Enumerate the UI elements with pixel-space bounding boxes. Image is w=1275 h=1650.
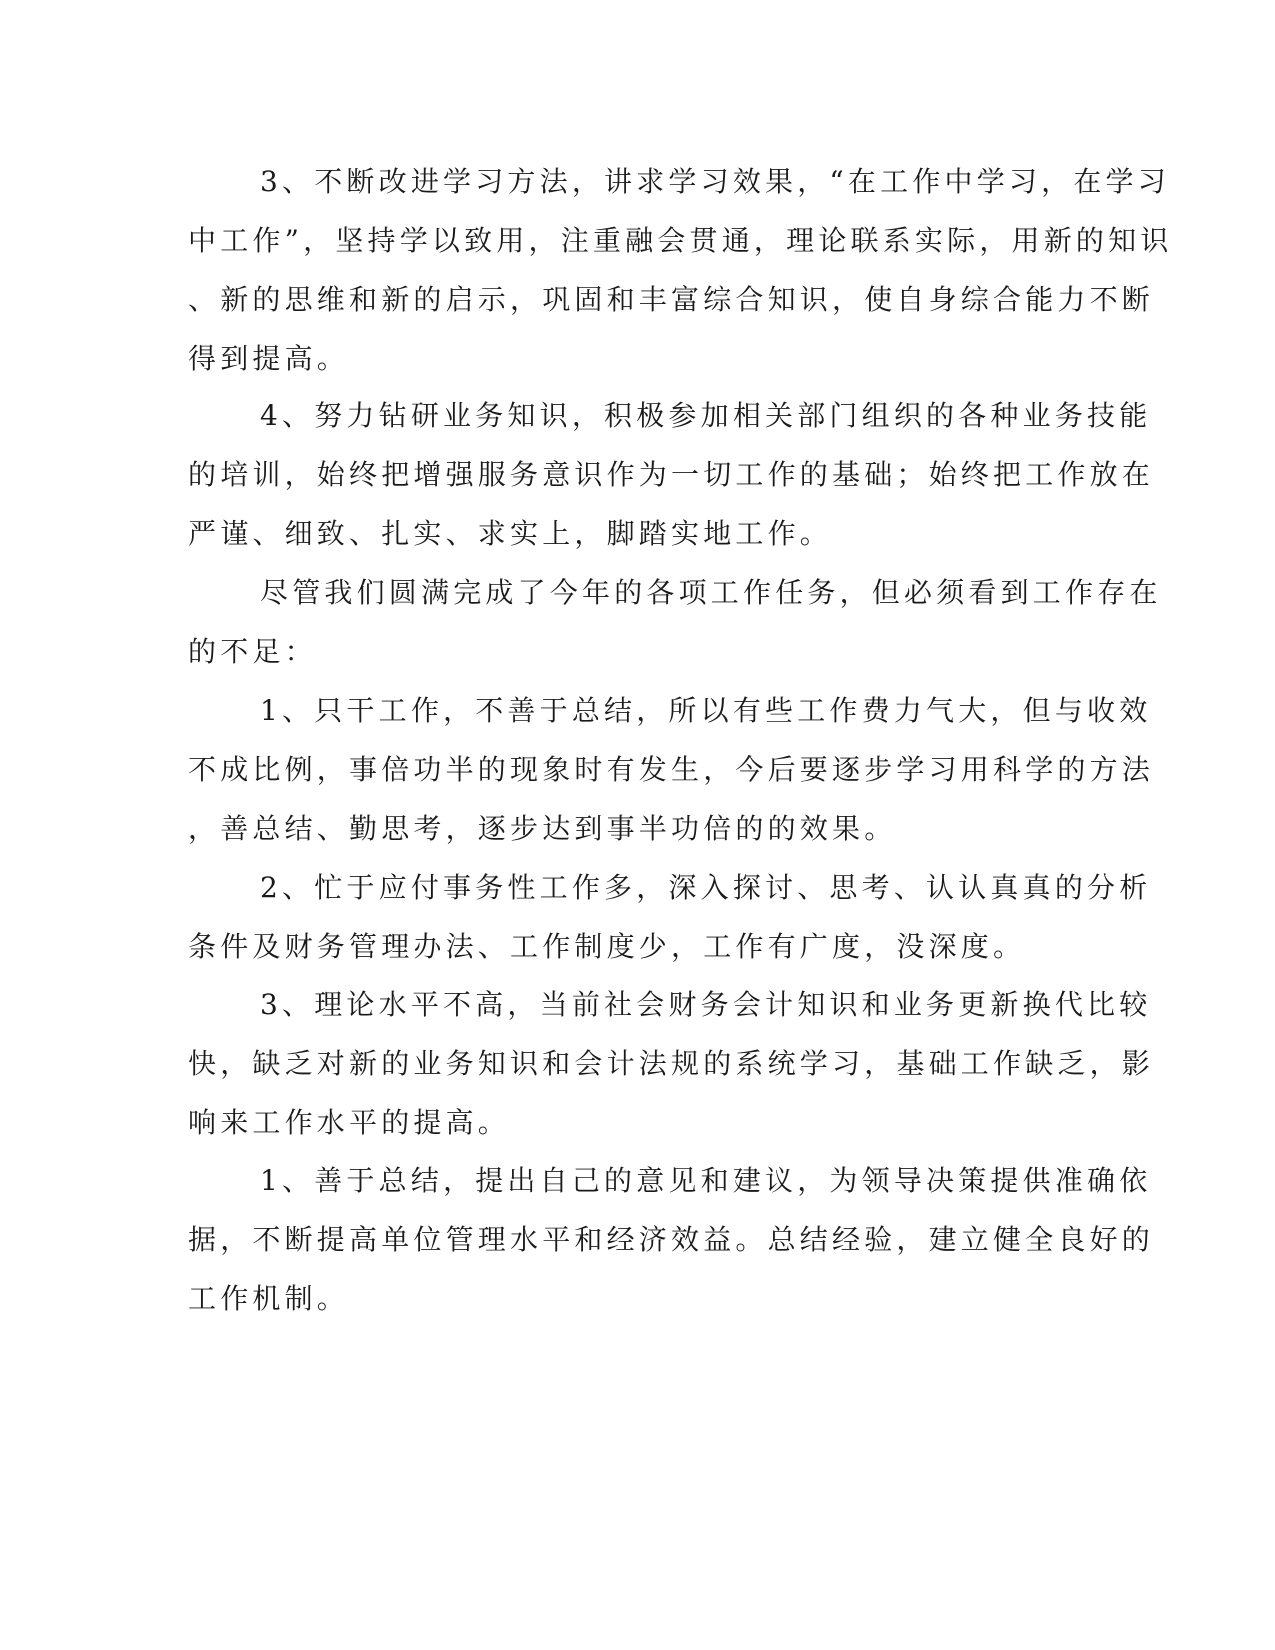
paragraph-3-line-3: 、新的思维和新的启示，巩固和丰富综合知识，使自身综合能力不断 bbox=[188, 283, 1155, 316]
paragraph-3-line-1: 3、不断改进学习方法，讲求学习效果，“在工作中学习，在学习 bbox=[260, 165, 1170, 198]
paragraph-4-line-1: 4、努力钻研业务知识，积极参加相关部门组织的各种业务技能 bbox=[260, 399, 1152, 432]
shortcoming-3-line-1: 3、理论水平不高，当前社会财务会计知识和业务更新换代比较 bbox=[260, 988, 1152, 1021]
shortcoming-2-line-1: 2、忙于应付事务性工作多，深入探讨、思考、认认真真的分析 bbox=[260, 871, 1152, 904]
shortcoming-1-line-2: 不成比例，事倍功半的现象时有发生，今后要逐步学习用科学的方法 bbox=[188, 753, 1155, 786]
paragraph-4-line-2: 的培训，始终把增强服务意识作为一切工作的基础；始终把工作放在 bbox=[188, 458, 1155, 491]
plan-1-line-1: 1、善于总结，提出自己的意见和建议，为领导决策提供准确依 bbox=[260, 1164, 1152, 1197]
plan-1-line-3: 工作机制。 bbox=[188, 1282, 350, 1315]
paragraph-3-line-2: 中工作”，坚持学以致用，注重融会贯通，理论联系实际，用新的知识 bbox=[188, 224, 1173, 257]
shortcomings-intro-line-2: 的不足： bbox=[188, 635, 317, 668]
shortcoming-3-line-2: 快，缺乏对新的业务知识和会计法规的系统学习，基础工作缺乏，影 bbox=[188, 1047, 1155, 1080]
shortcomings-intro-line-1: 尽管我们圆满完成了今年的各项工作任务，但必须看到工作存在 bbox=[260, 576, 1162, 609]
shortcoming-1-line-1: 1、只干工作，不善于总结，所以有些工作费力气大，但与收效 bbox=[260, 694, 1152, 727]
paragraph-4-line-3: 严谨、细致、扎实、求实上，脚踏实地工作。 bbox=[188, 517, 833, 550]
shortcoming-2-line-2: 条件及财务管理办法、工作制度少，工作有广度，没深度。 bbox=[188, 930, 1026, 963]
shortcoming-3-line-3: 响来工作水平的提高。 bbox=[188, 1106, 511, 1139]
paragraph-3-line-4: 得到提高。 bbox=[188, 342, 350, 375]
shortcoming-1-line-3: ，善总结、勤思考，逐步达到事半功倍的的效果。 bbox=[188, 812, 897, 845]
plan-1-line-2: 据，不断提高单位管理水平和经济效益。总结经验，建立健全良好的 bbox=[188, 1223, 1155, 1256]
